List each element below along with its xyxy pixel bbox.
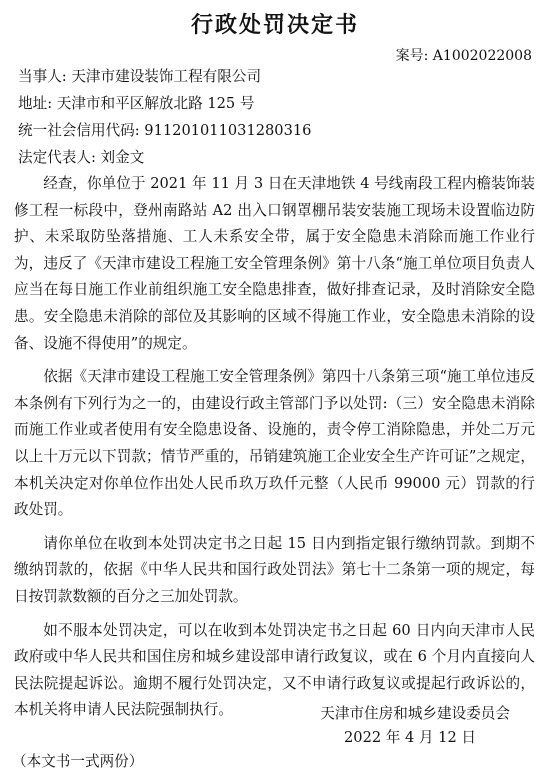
case-number: 案号: A1002022008 [395,48,532,64]
issue-date: 2022 年 4 月 12 日 [344,729,476,746]
paragraph-appeal-rights: 如不服本处罚决定，可以在收到本处罚决定书之日起 60 日内向天津市人民政府或中华人民共和国住房和城乡建设部申请行政复议，或在 6 个月内直接向人民法院提起诉讼。逾期不履行处罚决定，又不申请行政复议或提起行政诉讼的，本机关将申请人民法院强制执行。 [14,621,535,719]
party-legal-representative: 法定代表人: 刘金文 [18,149,145,166]
issuing-authority: 天津市住房和城乡建设委员会 [320,705,510,722]
document-title: 行政处罚决定书 [190,13,359,38]
party-address: 地址: 天津市和平区解放北路 125 号 [18,95,255,112]
document-body [14,171,535,724]
party-name: 当事人: 天津市建设装饰工程有限公司 [18,68,262,85]
paragraph-payment-instructions: 请你单位在收到本处罚决定书之日起 15 日内到指定银行缴纳罚款。到期不缴纳罚款的，依据《中华人民共和国行政处罚法》第七十二条第一项的规定，每日按罚款数额的百分之三加处罚款。 [14,534,535,605]
copies-note: （本文书一式两份） [12,753,144,770]
party-credit-code: 统一社会信用代码: 911201011031280316 [18,122,312,139]
paragraph-findings: 经查，你单位于 2021 年 11 月 3 日在天津地铁 4 号线南段工程内檐装饰装修工程一标段中，登州南路站 A2 出入口钢罩棚吊装安装施工现场未设置临边防护、未采取防坠落措施、工人未系安全带，属于安全隐患未消除而施工作业行为，违反了《天津市建设工程施工安全管理条例》第十八条“施工单位项目负责人应当在每日施工作业前组织施工安全隐患排查，做好排查记录，及时消除安全隐患。安全隐患未消除的部位及其影响的区域不得施工作业，安全隐患未消除的设备、设施不得使用”的规定。 [14,175,535,352]
paragraph-legal-basis: 依据《天津市建设工程施工安全管理条例》第四十八条第三项“施工单位违反本条例有下列行为之一的，由建设行政主管部门予以处罚:（三）安全隐患未消除而施工作业或者使用有安全隐患设备、设施的，责令停工消除隐患，并处二万元以上十万元以下罚款；情节严重的，吊销建筑施工企业安全生产许可证”之规定，本机关决定对你单位作出处人民币玖万玖仟元整（人民币 99000 元）罚款的行政处罚。 [14,368,535,519]
